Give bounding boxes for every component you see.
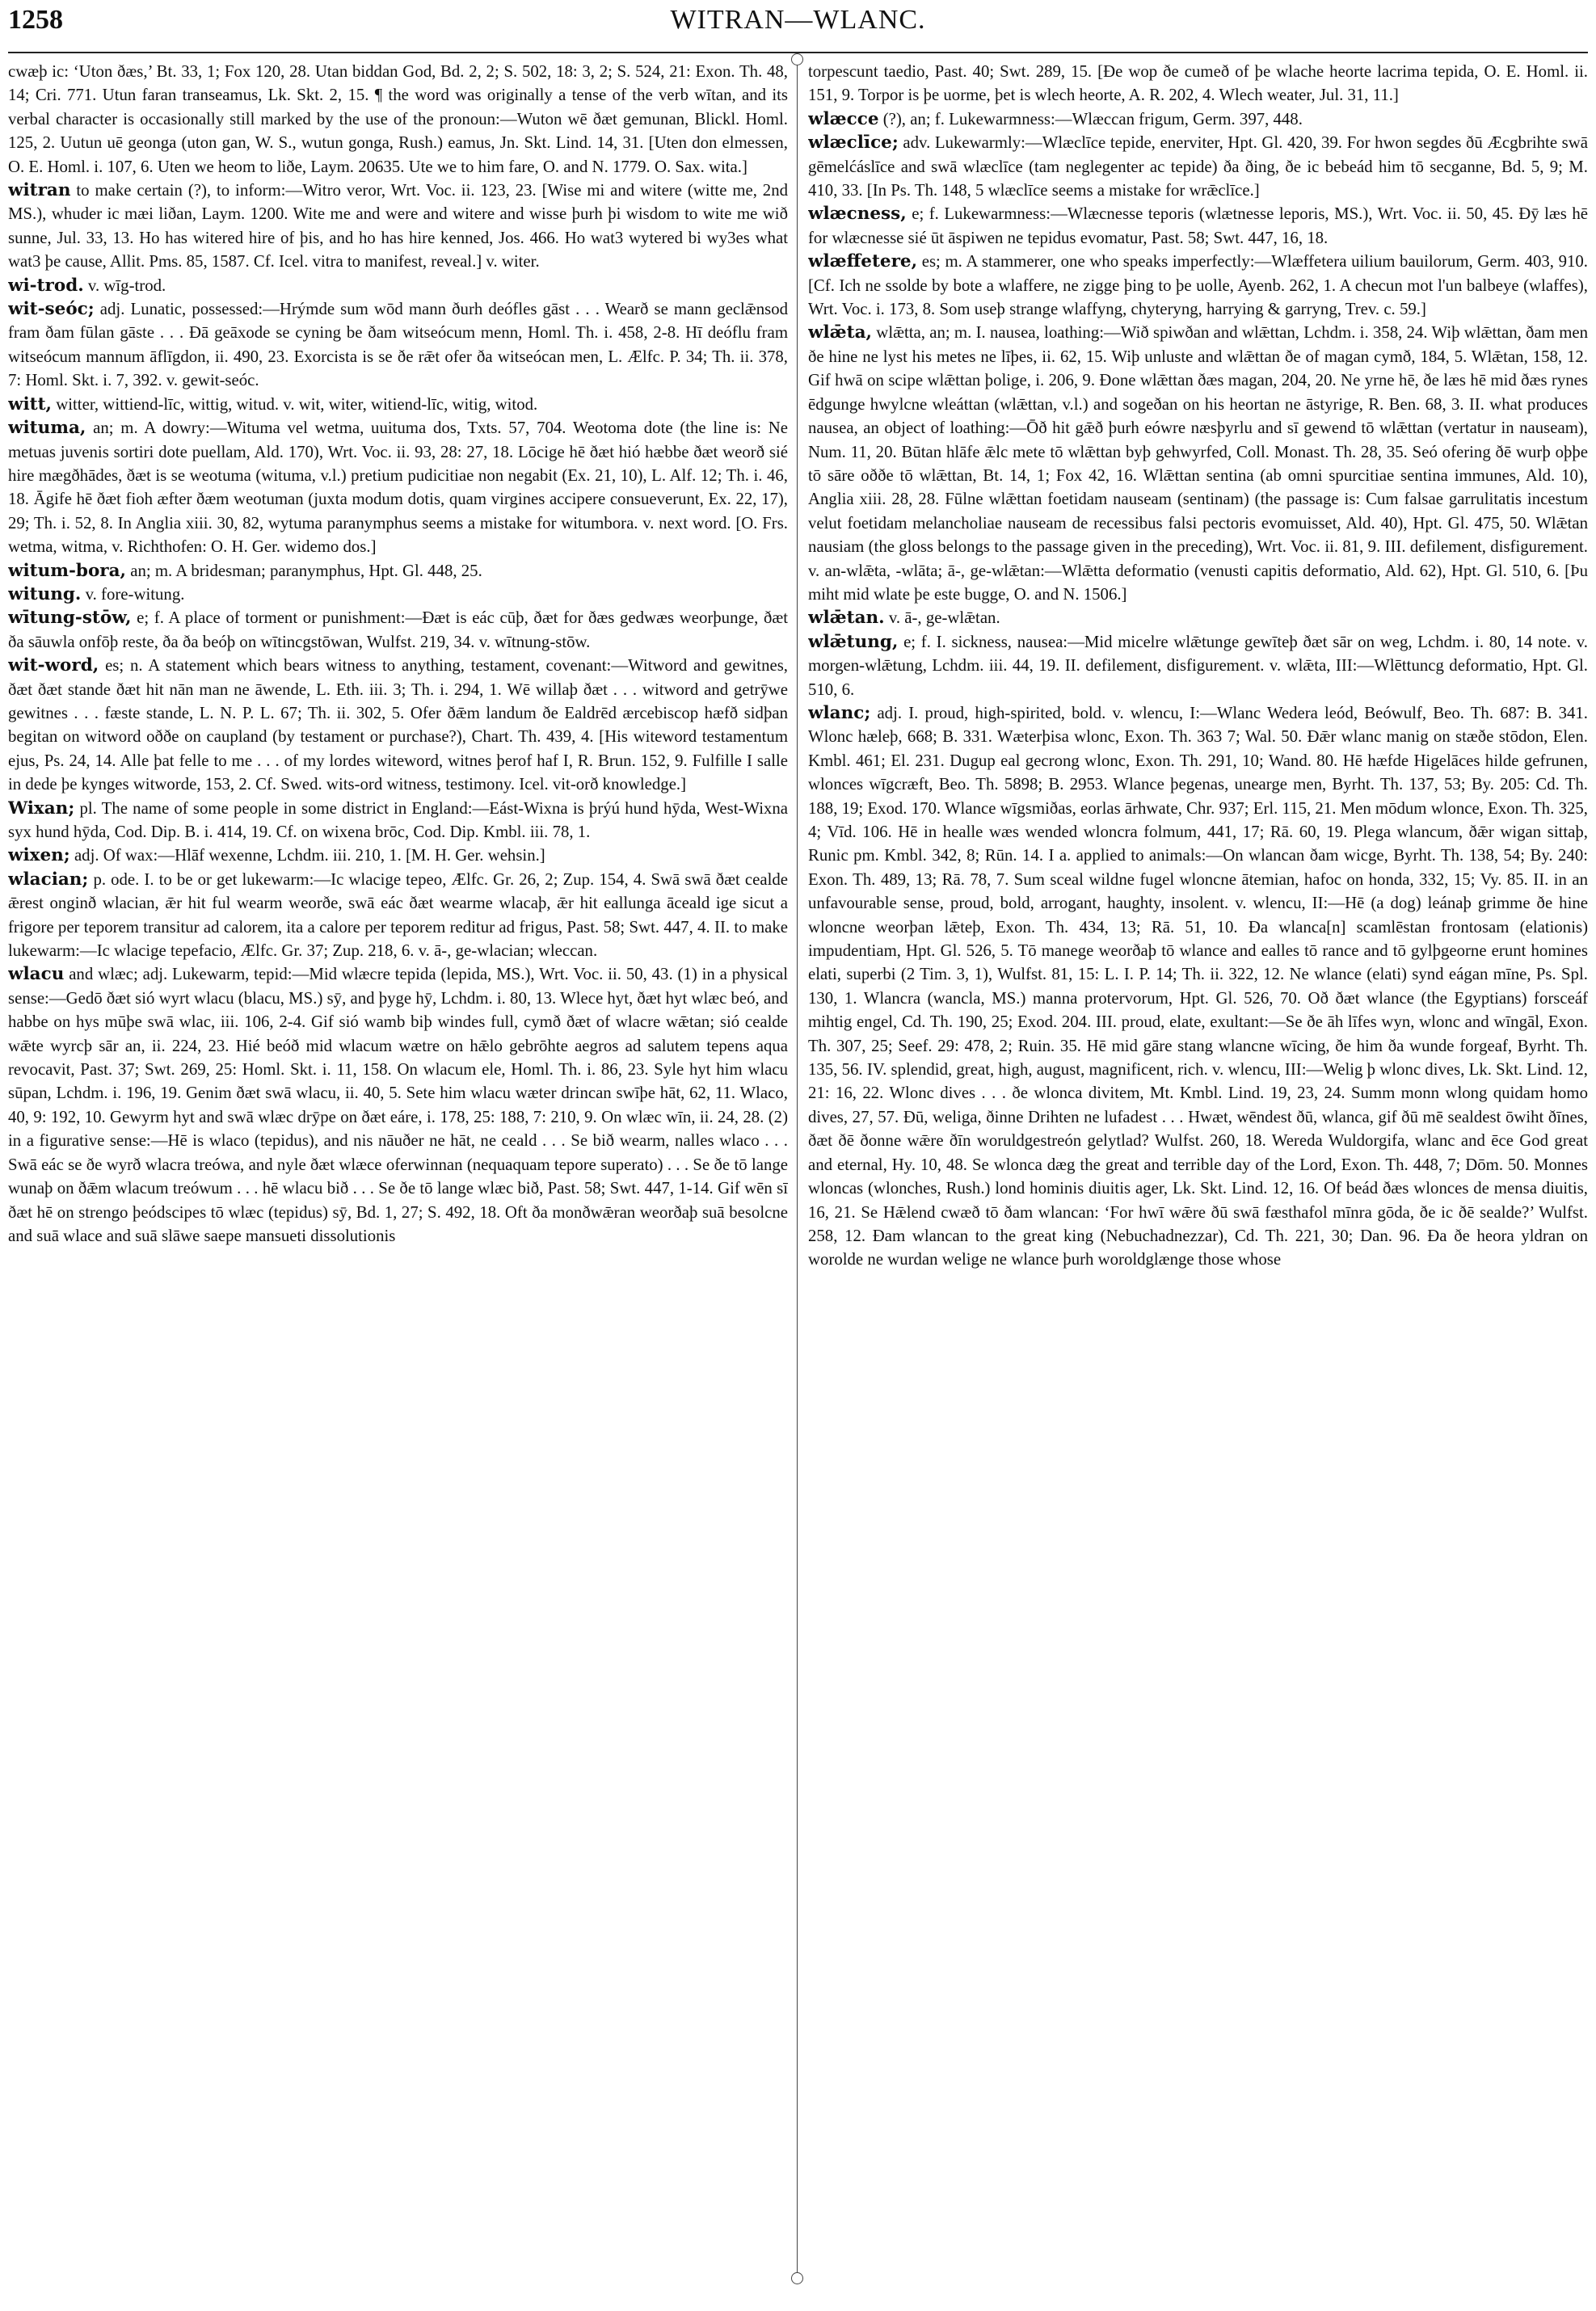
entry-body: v. wīg-trod. bbox=[87, 276, 166, 295]
entry-body: e; f. Lukewarmness:—Wlæcnesse teporis (wlætnesse leporis, MS.), Wrt. Voc. ii. 50, 45. Ðȳ læs hē for wlæcnesse sié ūt āspiwen ne tepidus evomatur, Past. 58; Swt. 447, 16, 18. bbox=[808, 204, 1588, 247]
entry-headword: wixen; bbox=[8, 845, 70, 866]
entry-headword: wlǣtung, bbox=[808, 631, 899, 652]
dictionary-entry bbox=[808, 250, 1588, 321]
entry-headword: witran bbox=[8, 180, 71, 201]
entry-body: v. ā-, ge-wlǣtan. bbox=[888, 608, 1000, 628]
entry-headword: wlanc; bbox=[808, 702, 871, 723]
page-number: 1258 bbox=[8, 5, 63, 35]
entry-headword: wit-word, bbox=[8, 655, 99, 676]
page-header bbox=[8, 3, 1588, 48]
dictionary-entry bbox=[808, 202, 1588, 250]
divider-ornament-top bbox=[791, 53, 803, 65]
dictionary-entry bbox=[808, 321, 1588, 606]
entry-body: an; m. A dowry:—Wituma vel wetma, uuituma dos, Txts. 57, 704. Weotoma dote (the line is: Ne metuas juvenis sortiri dote puellam, Ald. 170), Wrt. Voc. ii. 93, 28: 27, 18. Lōcige hē ðæt hió hæbbe ðæt weorð sié hire mægðhādes, ðæt is se weotuma (wituma, v.l.) pretium pudicitiae non negabit (Ex. 21, 10), L. Alf. 12; Th. i. 46, 18. Āgife hē ðæt fioh æfter ðæm weotuman (juxta modum dotis, quam virgines accipere consueverunt, Ex. 22, 17), 29; Th. i. 52, 8. In Anglia xiii. 30, 82, wytuma paranymphus seems a mistake for witumbora. v. next word. [O. Frs. wetma, witma, v. Richthofen: O. H. Ger. widemo dos.] bbox=[8, 419, 788, 557]
divider-ornament-bottom bbox=[791, 2272, 803, 2284]
entry-body: adv. Lukewarmly:—Wlæclīce tepide, enerviter, Hpt. Gl. 420, 39. For hwon segdes ðū Æcgbrihte swā gēmelćáslīce and swā wlæclīce (tam neglegenter ac tepide) ða ðing, ðe ic bebeád him tō secganne, Bd. 5, 9; M. 410, 33. [In Ps. Th. 148, 5 wlæclīce seems a mistake for wrǣclīce.] bbox=[808, 133, 1588, 200]
dictionary-entry bbox=[8, 868, 788, 963]
entry-headword: wlæcness, bbox=[808, 204, 907, 225]
dictionary-entry bbox=[8, 297, 788, 393]
dictionary-entry bbox=[8, 844, 788, 867]
entry-body: to make certain (?), to inform:—Witro veror, Wrt. Voc. ii. 123, 23. [Wise mi and witere (witte me, 2nd MS.), whuder ic mæi liðan, Laym. 1200. Wite me and were and witere and wisse þurh þi wisdom to wite me wið sunne, Jul. 33, 13. Ho has witered hire of þis, and ho has hire kenned, Jos. 466. Ho wat3 wytered bi wy3es what wat3 þe cause, Allit. Pms. 85, 1587. Cf. Icel. vitra to manifest, reveal.] v. witer. bbox=[8, 181, 788, 272]
entry-headword: wlæclīce; bbox=[808, 133, 899, 154]
entry-body: es; m. A stammerer, one who speaks imperfectly:—Wlæffetera uilium bauilorum, Germ. 403, 910. [Cf. Ich ne ssolde by bote a wlaffere, ne zigge þing to þe uolle, Ayenb. 262, 1. A checun mot l'un balbeye (wlaffes), Wrt. Voc. i. 173, 8. Som useþ strange wlaffyng, chyteryng, harrying & garryng, Trev. c. 59.] bbox=[808, 252, 1588, 319]
entry-headword: wlæcce bbox=[808, 108, 879, 129]
entry-body: e; f. I. sickness, nausea:—Mid micelre wlǣtunge gewīteþ ðæt sār on weg, Lchdm. i. 80, 14 note. v. morgen-wlǣtung, Lchdm. iii. 44, 19. II. defilement, disfigurement. v. wlǣta, III:—Wlēttuncg deformatio, Hpt. Gl. 510, 6. bbox=[808, 632, 1588, 699]
entry-headword: wlǣta, bbox=[808, 322, 872, 343]
dictionary-entry bbox=[8, 654, 788, 796]
entry-headword: wlacu bbox=[8, 964, 65, 985]
dictionary-entry bbox=[8, 797, 788, 844]
entry-headword: wit-seóc; bbox=[8, 299, 95, 320]
entry-headword: wituma, bbox=[8, 418, 86, 439]
entry-body: es; n. A statement which bears witness to anything, testament, covenant:—Witword and gewitnes, ðæt ðæt stande ðæt hit nān man ne āwende, L. Eth. iii. 3; Th. i. 294, 1. Wē willaþ ðæt . . . witword and getrȳwe gewitnes . . . fæste stande, L. N. P. L. 67; Th. ii. 302, 5. Ofer ðǣm landum ðe Ealdrēd ærcebiscop hæfð sidþan begitan on witword oððe on caupland (by testament or purchase?), Chart. Th. 439, 4. [His witeword testamentum ejus, Ps. 24, 14. Alle þat felle to me . . . of my lordes witeword, witnes þerof haf I, R. Brun. 152, 9. Fulfille I salle in dede þe kynges witworde, 153, 2. Cf. Swed. wits-ord witness, testimony. Icel. vit-orð knowledge.] bbox=[8, 656, 788, 794]
dictionary-entry bbox=[8, 179, 788, 274]
entry-body: an; m. A bridesman; paranymphus, Hpt. Gl. 448, 25. bbox=[130, 561, 482, 580]
entry-headword: Wixan; bbox=[8, 798, 75, 819]
dictionary-entry bbox=[8, 416, 788, 558]
entry-headword: witung. bbox=[8, 583, 82, 604]
dictionary-entry bbox=[8, 274, 788, 297]
left-column bbox=[8, 60, 788, 2282]
dictionary-entry bbox=[8, 583, 788, 606]
entry-headword: wītung-stōw, bbox=[8, 608, 132, 629]
entry-headword: witum-bora, bbox=[8, 560, 127, 581]
entry-body: torpescunt taedio, Past. 40; Swt. 289, 15. [Ðe wop ðe cumeð of þe wlache heorte lacrima tepida, O. E. Homl. ii. 151, 9. Torpor is þe uorme, þet is wlech heorte, A. R. 202, 4. Wlech weater, Jul. 31, 11.] bbox=[808, 62, 1588, 105]
dictionary-entry bbox=[8, 559, 788, 583]
entry-headword: witt, bbox=[8, 394, 53, 415]
entry-body: adj. Lunatic, possessed:—Hrýmde sum wōd mann ðurh deófles gāst . . . Wearð se mann geclǣnsod fram ðam fūlan gāste . . . Ðā geāxode se cyning be ðam witseócum menn, Homl. Th. i. 458, 2-8. Hī deóflu fram witseócum mannum āflīgdon, ii. 490, 23. Exorcista is se ðe rǣt ofer ða witseócan men, L. Ælfc. P. 34; Th. ii. 378, 7: Homl. Skt. i. 7, 392. v. gewit-seóc. bbox=[8, 300, 788, 390]
entry-headword: wi-trod. bbox=[8, 275, 84, 296]
dictionary-entry bbox=[808, 606, 1588, 629]
dictionary-entry bbox=[808, 630, 1588, 701]
column-divider bbox=[797, 60, 798, 2274]
entry-body: adj. I. proud, high-spirited, bold. v. wlencu, I:—Wlanc Wedera leód, Beówulf, Beo. Th. 687: B. 341. Wlonc hæleþ, 668; B. 331. Wæterþisa wlonc, Exon. Th. 363 7; Wal. 50. Ðǣr wlanc manig on stæðe stōdon, Elen. Kmbl. 461; El. 231. Dugup eal gecrong wlonc, Exon. Th. 291, 10; Wand. 80. Hē hæfde Higelāces hilde gefrunen, wlonces wīgcræft, Beo. Th. 5898; B. 2953. Wlance þegenas, unearge men, Byrht. Th. 137, 53; By. 205: Cd. Th. 188, 19; Exod. 170. Wlance wīgsmiðas, eorlas ārhwate, Chr. 937; Erl. 115, 21. Men mōdum wlonce, Exon. Th. 325, 4; Vīd. 106. Hē in healle wæs wended wloncra folmum, 441, 17; Rā. 60, 19. Plega wlancum, ðǣr wigan sittaþ, Runic pm. Kmbl. 342, 8; Rūn. 14. I a. applied to animals:—On wlancan ðam wicge, Byrht. Th. 138, 54; By. 240: Exon. Th. 489, 13; Rā. 78, 7. Sum sceal wildne fugel wloncne ātemian, hafoc on honda, 332, 15; Vy. 85. II. in an unfavourable sense, proud, bold, arrogant, haughty, insolent. v. wlencu, II:—Hē (a dog) leánaþ grimme ðe hine wloncne weorþan lǣteþ, Exon. Th. 434, 13; Rā. 51, 10. Ða wlanca[n] scamlēstan frontosam (elationis) impudentiam, Hpt. Gl. 526, 5. Tō manege weorðaþ tō wlance and ealles tō rance and tō gylþgeorne erunt homines elati, superbi (2 Tim. 3, 1), Wulfst. 81, 15: L. I. P. 14; Th. ii. 322, 12. Ne wlance (elati) synd eágan mīne, Ps. Spl. 130, 1. Wlancra (wancla, MS.) manna protervorum, Hpt. Gl. 526, 70. Oð ðæt wlance (the Egyptians) forsceáf mihtig engel, Cd. Th. 190, 25; Exod. 204. III. proud, elate, exultant:—Se ðe āh līfes wyn, wlonc and wīngāl, Exon. Th. 307, 25; Seef. 29: 478, 2; Ruin. 35. Hē mid gāre stang wlancne wīcing, ðe him ða wunde forgeaf, Byrht. Th. 135, 56. IV. splendid, great, high, august, magnificent, rich. v. wlencu, III:—Welig þ wlonc dives, Lk. Skt. Lind. 12, 21: 16, 22. Wlonc dives . . . ðe wlonca divitem, Mt. Kmbl. Lind. 19, 23, 24. Summ monn wlong quidam homo dives, 27, 57. Ðū, weliga, ðinne Drihten ne lufadest . . . Hwæt, wēndest ðū, wlanca, gif ðū mē sealdest ōwiht ðīnes, ðæt ðē ðonne wǣre ðīn woruldgestreón gelytlad? Wulfst. 260, 18. Wereda Wuldorgifa, wlanc and ēce God great and eternal, Hy. 10, 48. Se wlonca dæg the great and terrible day of the Lord, Exon. Th. 448, 7; Dōm. 50. Monnes wloncas (wlonches, Rush.) lond hominis diuitis ager, Lk. Skt. Lind. 12, 16. Of beád ðæs wlonces de mensa diuitis, 16, 21. Se Hǣlend cwæð tō ðam wlancan: ‘For hwī wǣre ðū swā fæsthafol mīnra gōda, ðe ic ðē sealde?’ Wulfst. 258, 12. Ðam wlancan to the great king (Nebuchadnezzar), Cd. Th. 221, 30; Dan. 96. Ða ðe heora yldran on worolde ne wurdan welige ne wlance þurh woroldglænge those whose bbox=[808, 703, 1588, 1269]
entry-body: cwæþ ic: ‘Uton ðæs,’ Bt. 33, 1; Fox 120, 28. Utan biddan God, Bd. 2, 2; S. 502, 18: 3, 2; S. 524, 21: Exon. Th. 48, 14; Cri. 771. Utun faran transeamus, Lk. Skt. 2, 15. ¶ the word was originally a tense of the verb wītan, and its verbal character is occasionally still marked by the use of the pronoun:—Wuton wē ðæt gemunan, Blickl. Homl. 125, 2. Uutun uē geonga (uton gan, W. S., wutun gonga, Rush.) eamus, Jn. Skt. Lind. 14, 31. [Uten don elmessen, O. E. Homl. i. 107, 6. Uten we heom to liðe, Laym. 20635. Ute we to him fare, O. and N. 1779. O. Sax. wita.] bbox=[8, 62, 788, 176]
dictionary-entry bbox=[8, 606, 788, 654]
dictionary-entry bbox=[808, 60, 1588, 107]
entry-headword: wlæffetere, bbox=[808, 251, 918, 272]
entry-body: adj. Of wax:—Hlāf wexenne, Lchdm. iii. 210, 1. [M. H. Ger. wehsin.] bbox=[74, 846, 545, 865]
dictionary-entry bbox=[8, 962, 788, 1248]
entry-body: pl. The name of some people in some district in England:—Eást-Wixna is þrýú hund hȳda, West-Wixna syx hund hȳda, Cod. Dip. B. i. 414, 19. Cf. on wixena brōc, Cod. Dip. Kmbl. iii. 78, 1. bbox=[8, 798, 788, 841]
dictionary-entry bbox=[808, 107, 1588, 131]
running-title: WITRAN—WLANC. bbox=[670, 5, 926, 35]
entry-body: p. ode. I. to be or get lukewarm:—Ic wlacige tepeo, Ælfc. Gr. 26, 2; Zup. 154, 4. Swā swā ðæt cealde ǣrest onginð wlacian, ǣr hit ful wearm weorðe, swā eác ðæt wearme wlacaþ, ǣr hit eallunga āceald ige sicut a frigore per teporem transitur ad calorem, ita a calore per teporem reditur ad frigus, Past. 58; Swt. 447, 4. II. to make lukewarm:—Ic wlacige tepefacio, Ælfc. Gr. 37; Zup. 218, 6. v. ā-, ge-wlacian; wleccan. bbox=[8, 869, 788, 961]
dictionary-entry bbox=[808, 701, 1588, 1272]
dictionary-entry bbox=[8, 393, 788, 416]
right-column bbox=[808, 60, 1588, 2282]
entry-body: and wlæc; adj. Lukewarm, tepid:—Mid wlæcre tepida (lepida, MS.), Wrt. Voc. ii. 50, 43. (1) in a physical sense:—Gedō ðæt sió wyrt wlacu (blacu, MS.) sȳ, and þyge hȳ, Lchdm. i. 80, 13. Wlece hyt, ðæt hyt wlæc beó, and habbe on hys mūþe swā wlac, iii. 106, 2-4. Gif sió wamb biþ windes full, cymð ðæt of wlacre wǣtan; sió cealde wǣte wyrcþ sār an, ii. 224, 23. Hié beóð mid wlacum wætre on hǣlo gebrōhte aegros ad salutem tepens aqua revocavit, Past. 37; Swt. 269, 25: Homl. Skt. i. 11, 158. On wlacum ele, Homl. Th. i. 86, 23. Syle hyt him wlacu sūpan, Lchdm. i. 196, 19. Genim ðæt swā wlacu, ii. 40, 5. Sete him wlacu wæter drincan swīþe hāt, 62, 11. Wlaco, 40, 9: 192, 10. Gewyrm hyt and swā wlæc drȳpe on ðæt eáre, i. 178, 25: 188, 7: 210, 9. On wlæc wīn, ii. 24, 28. (2) in a figurative sense:—Hē is wlaco (tepidus), and nis nāuðer ne hāt, ne ceald . . . Se bið wearm, nalles wlaco . . . Swā eác se ðe wyrð wlacra treówa, and nyle ðæt wlæce oferwinnan (nequaquam tepore superato) . . . Se ðe tō lange wunaþ on ðǣm wlacum treówum . . . hē wlacu bið . . . Se ðe tō lange wlæc bið, Past. 58; Swt. 447, 1-14. Gif wēn sī ðæt hē on strengo þeódscipes tō wlæc (tepidus) sȳ, Bd. 1, 27; S. 492, 18. Oft ða monðwǣran weorðaþ suā besolcne and suā wlace and suā slāwe saepe mansueti dissolutionis bbox=[8, 965, 788, 1245]
entry-headword: wlacian; bbox=[8, 869, 89, 890]
entry-body: witter, wittiend-līc, wittig, witud. v. wit, witer, witiend-līc, witig, witod. bbox=[56, 394, 538, 414]
dictionary-entry bbox=[808, 131, 1588, 202]
dictionary-entry bbox=[8, 60, 788, 179]
entry-body: v. fore-witung. bbox=[85, 584, 185, 604]
entry-body: wlǣtta, an; m. I. nausea, loathing:—Wið spiwðan and wlǣttan, Lchdm. i. 358, 24. Wiþ wlǣttan, ðam men ðe hine ne lyst his metes ne līþes, ii. 62, 15. Wiþ unluste and wlǣttan ðe of magan cymð, 184, 5. Wlǣtan, 158, 12. Gif hwā on scipe wlǣttan þolige, i. 206, 9. Ðone wlǣttan ðæs magan, 204, 20. Ne yrne hē, ðe læs hē mid ðæs rynes ēdgunge hwylcne wleáttan (wlǣttan, v.l.) and sogeðan on his heortan ne āstyrige, R. Ben. 68, 3. II. what produces nausea, an object of loathing:—Ōð hit gǣð þurh eówre næsþyrlu and sī gewend tō wlǣttan (vertatur in nauseam), Num. 11, 20. Būtan hlāfe ǣlc mete tō wlǣttan byþ gehwyrfed, Coll. Monast. Th. 28, 35. Seó ofering ðē wurþ oþþe tō sāre oððe tō wlǣttan, Bt. 14, 1; Fox 42, 16. Wlǣttan sentina (ab omni spurcitiae sentina immunes, Ald. 10), Anglia xiii. 28, 28. Fūlne wlǣttan foetidam nauseam (sentinam) (the passage is: Cum falsae garrulitatis incestum velut foetidam melancholiae nauseam de recessibus falsi pectoris evomuisset, Ald. 40), Hpt. Gl. 475, 50. Wlǣtan nausiam (the gloss belongs to the passage given in the preceding), Wrt. Voc. ii. 81, 9. III. defilement, disfigurement. v. an-wlǣta, -wlāta; ā-, ge-wlǣtan:—Wlǣtta deformatio (venusti capitis deformatio, Ald. 62), Hpt. Gl. 510, 6. [Þu miht mid wlate þe este bugge, O. and N. 1506.] bbox=[808, 323, 1588, 604]
entry-body: (?), an; f. Lukewarmness:—Wlæccan frigum, Germ. 397, 448. bbox=[882, 109, 1303, 128]
entry-headword: wlǣtan. bbox=[808, 608, 885, 629]
entry-body: e; f. A place of torment or punishment:—Ðæt is eác cūþ, ðæt for ðæs gedwæs weorþunge, ðæt ða sāuwla onfōþ reste, ða ða beóþ on wītincgstōwan, Wulfst. 219, 34. v. wītnung-stōw. bbox=[8, 608, 788, 651]
